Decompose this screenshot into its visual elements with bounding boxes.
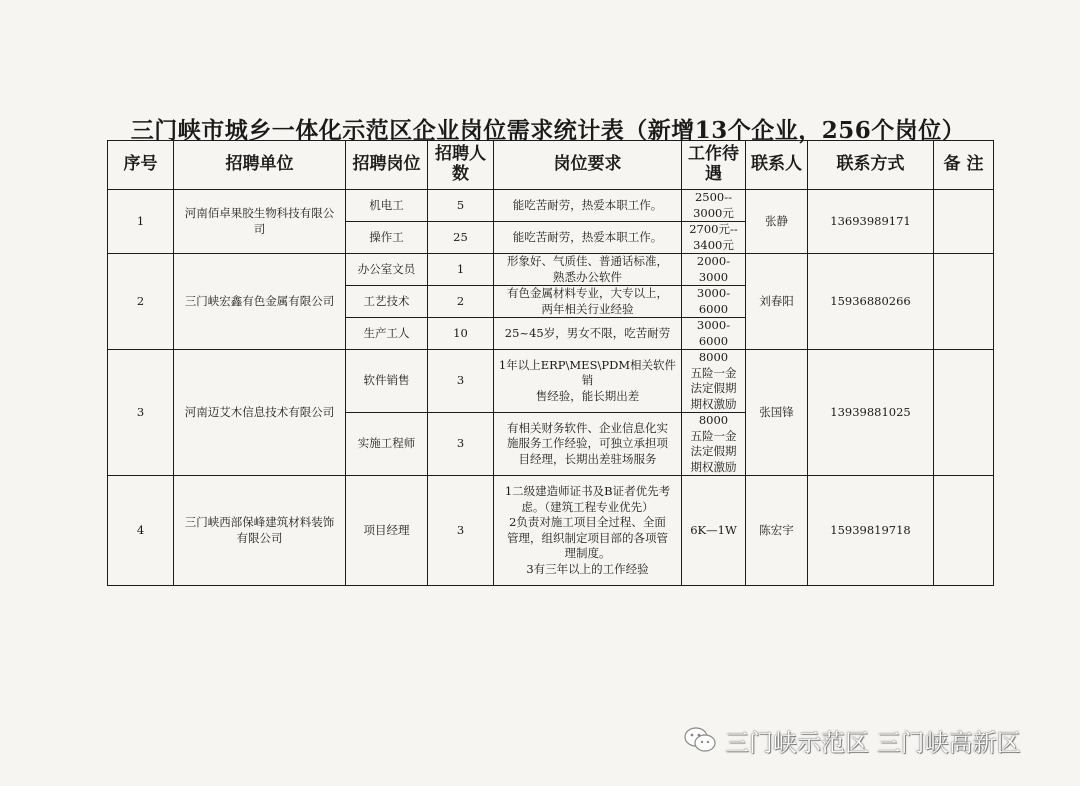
job-salary: 2700元-- 3400元: [682, 222, 746, 254]
company-name: 三门峡宏鑫有色金属有限公司: [174, 254, 346, 350]
row-no: 3: [108, 350, 174, 476]
contact-person: 张静: [746, 190, 808, 254]
row-no: 4: [108, 476, 174, 586]
table-row: [108, 350, 994, 413]
job-salary: 6K—1W: [682, 476, 746, 586]
job-requirement: 1二级建造师证书及B证者优先考 虑。（建筑工程专业优先） 2负责对施工项目全过程、全面 管理，组织制定项目部的各项管 理制度。 3有三年以上的工作经验: [494, 476, 682, 586]
job-requirement: 有色金属材料专业，大专以上， 两年相关行业经验: [494, 286, 682, 318]
recruitment-table: [107, 140, 994, 586]
header-company: 招聘单位: [174, 141, 346, 190]
job-salary: 3000-6000: [682, 318, 746, 350]
header-salary: 工作待 遇: [682, 141, 746, 190]
contact-phone: 13693989171: [808, 190, 934, 254]
company-name: 河南迈艾木信息技术有限公司: [174, 350, 346, 476]
contact-phone: 15939819718: [808, 476, 934, 586]
job-position: 机电工: [346, 190, 428, 222]
job-requirement: 能吃苦耐劳，热爱本职工作。: [494, 190, 682, 222]
remark-cell: [934, 254, 994, 350]
job-position: 软件销售: [346, 350, 428, 413]
job-count: 10: [428, 318, 494, 350]
job-count: 1: [428, 254, 494, 286]
job-position: 实施工程师: [346, 413, 428, 476]
contact-person: 张国锋: [746, 350, 808, 476]
watermark: [683, 722, 1021, 758]
header-row: [108, 141, 994, 190]
header-remark: 备 注: [934, 141, 994, 190]
contact-person: 刘春阳: [746, 254, 808, 350]
remark-cell: [934, 190, 994, 254]
job-position: 项目经理: [346, 476, 428, 586]
job-requirement: 形象好、气质佳、普通话标准， 熟悉办公软件: [494, 254, 682, 286]
job-count: 5: [428, 190, 494, 222]
job-requirement: 能吃苦耐劳，热爱本职工作。: [494, 222, 682, 254]
header-count: 招聘人 数: [428, 141, 494, 190]
header-phone: 联系方式: [808, 141, 934, 190]
job-count: 2: [428, 286, 494, 318]
remark-cell: [934, 350, 994, 476]
table-row: [108, 476, 994, 586]
job-position: 办公室文员: [346, 254, 428, 286]
header-requirement: 岗位要求: [494, 141, 682, 190]
contact-person: 陈宏宇: [746, 476, 808, 586]
job-count: 25: [428, 222, 494, 254]
job-salary: 8000 五险一金 法定假期 期权激励: [682, 350, 746, 413]
job-salary: 3000-6000: [682, 286, 746, 318]
header-no: 序号: [108, 141, 174, 190]
job-salary: 8000 五险一金 法定假期 期权激励: [682, 413, 746, 476]
row-no: 2: [108, 254, 174, 350]
job-salary: 2500-- 3000元: [682, 190, 746, 222]
wechat-icon: [683, 725, 717, 755]
job-position: 生产工人: [346, 318, 428, 350]
header-position: 招聘岗位: [346, 141, 428, 190]
contact-phone: 15936880266: [808, 254, 934, 350]
job-position: 工艺技术: [346, 286, 428, 318]
job-position: 操作工: [346, 222, 428, 254]
page-title: 三门峡市城乡一体化示范区企业岗位需求统计表（新增13个企业，256个岗位）: [130, 117, 966, 144]
job-count: 3: [428, 413, 494, 476]
job-requirement: 25~45岁，男女不限，吃苦耐劳: [494, 318, 682, 350]
job-requirement: 1年以上ERP\MES\PDM相关软件销 售经验，能长期出差: [494, 350, 682, 413]
table-row: [108, 190, 994, 222]
job-salary: 2000-3000: [682, 254, 746, 286]
header-contact: 联系人: [746, 141, 808, 190]
job-count: 3: [428, 476, 494, 586]
table-row: [108, 254, 994, 286]
row-no: 1: [108, 190, 174, 254]
remark-cell: [934, 476, 994, 586]
watermark-text: 三门峡示范区 三门峡高新区: [725, 728, 1021, 757]
job-requirement: 有相关财务软件、企业信息化实 施服务工作经验，可独立承担项 目经理，长期出差驻场服务: [494, 413, 682, 476]
company-name: 河南佰卓果胶生物科技有限公 司: [174, 190, 346, 254]
company-name: 三门峡西部保峰建筑材料装饰 有限公司: [174, 476, 346, 586]
contact-phone: 13939881025: [808, 350, 934, 476]
job-count: 3: [428, 350, 494, 413]
